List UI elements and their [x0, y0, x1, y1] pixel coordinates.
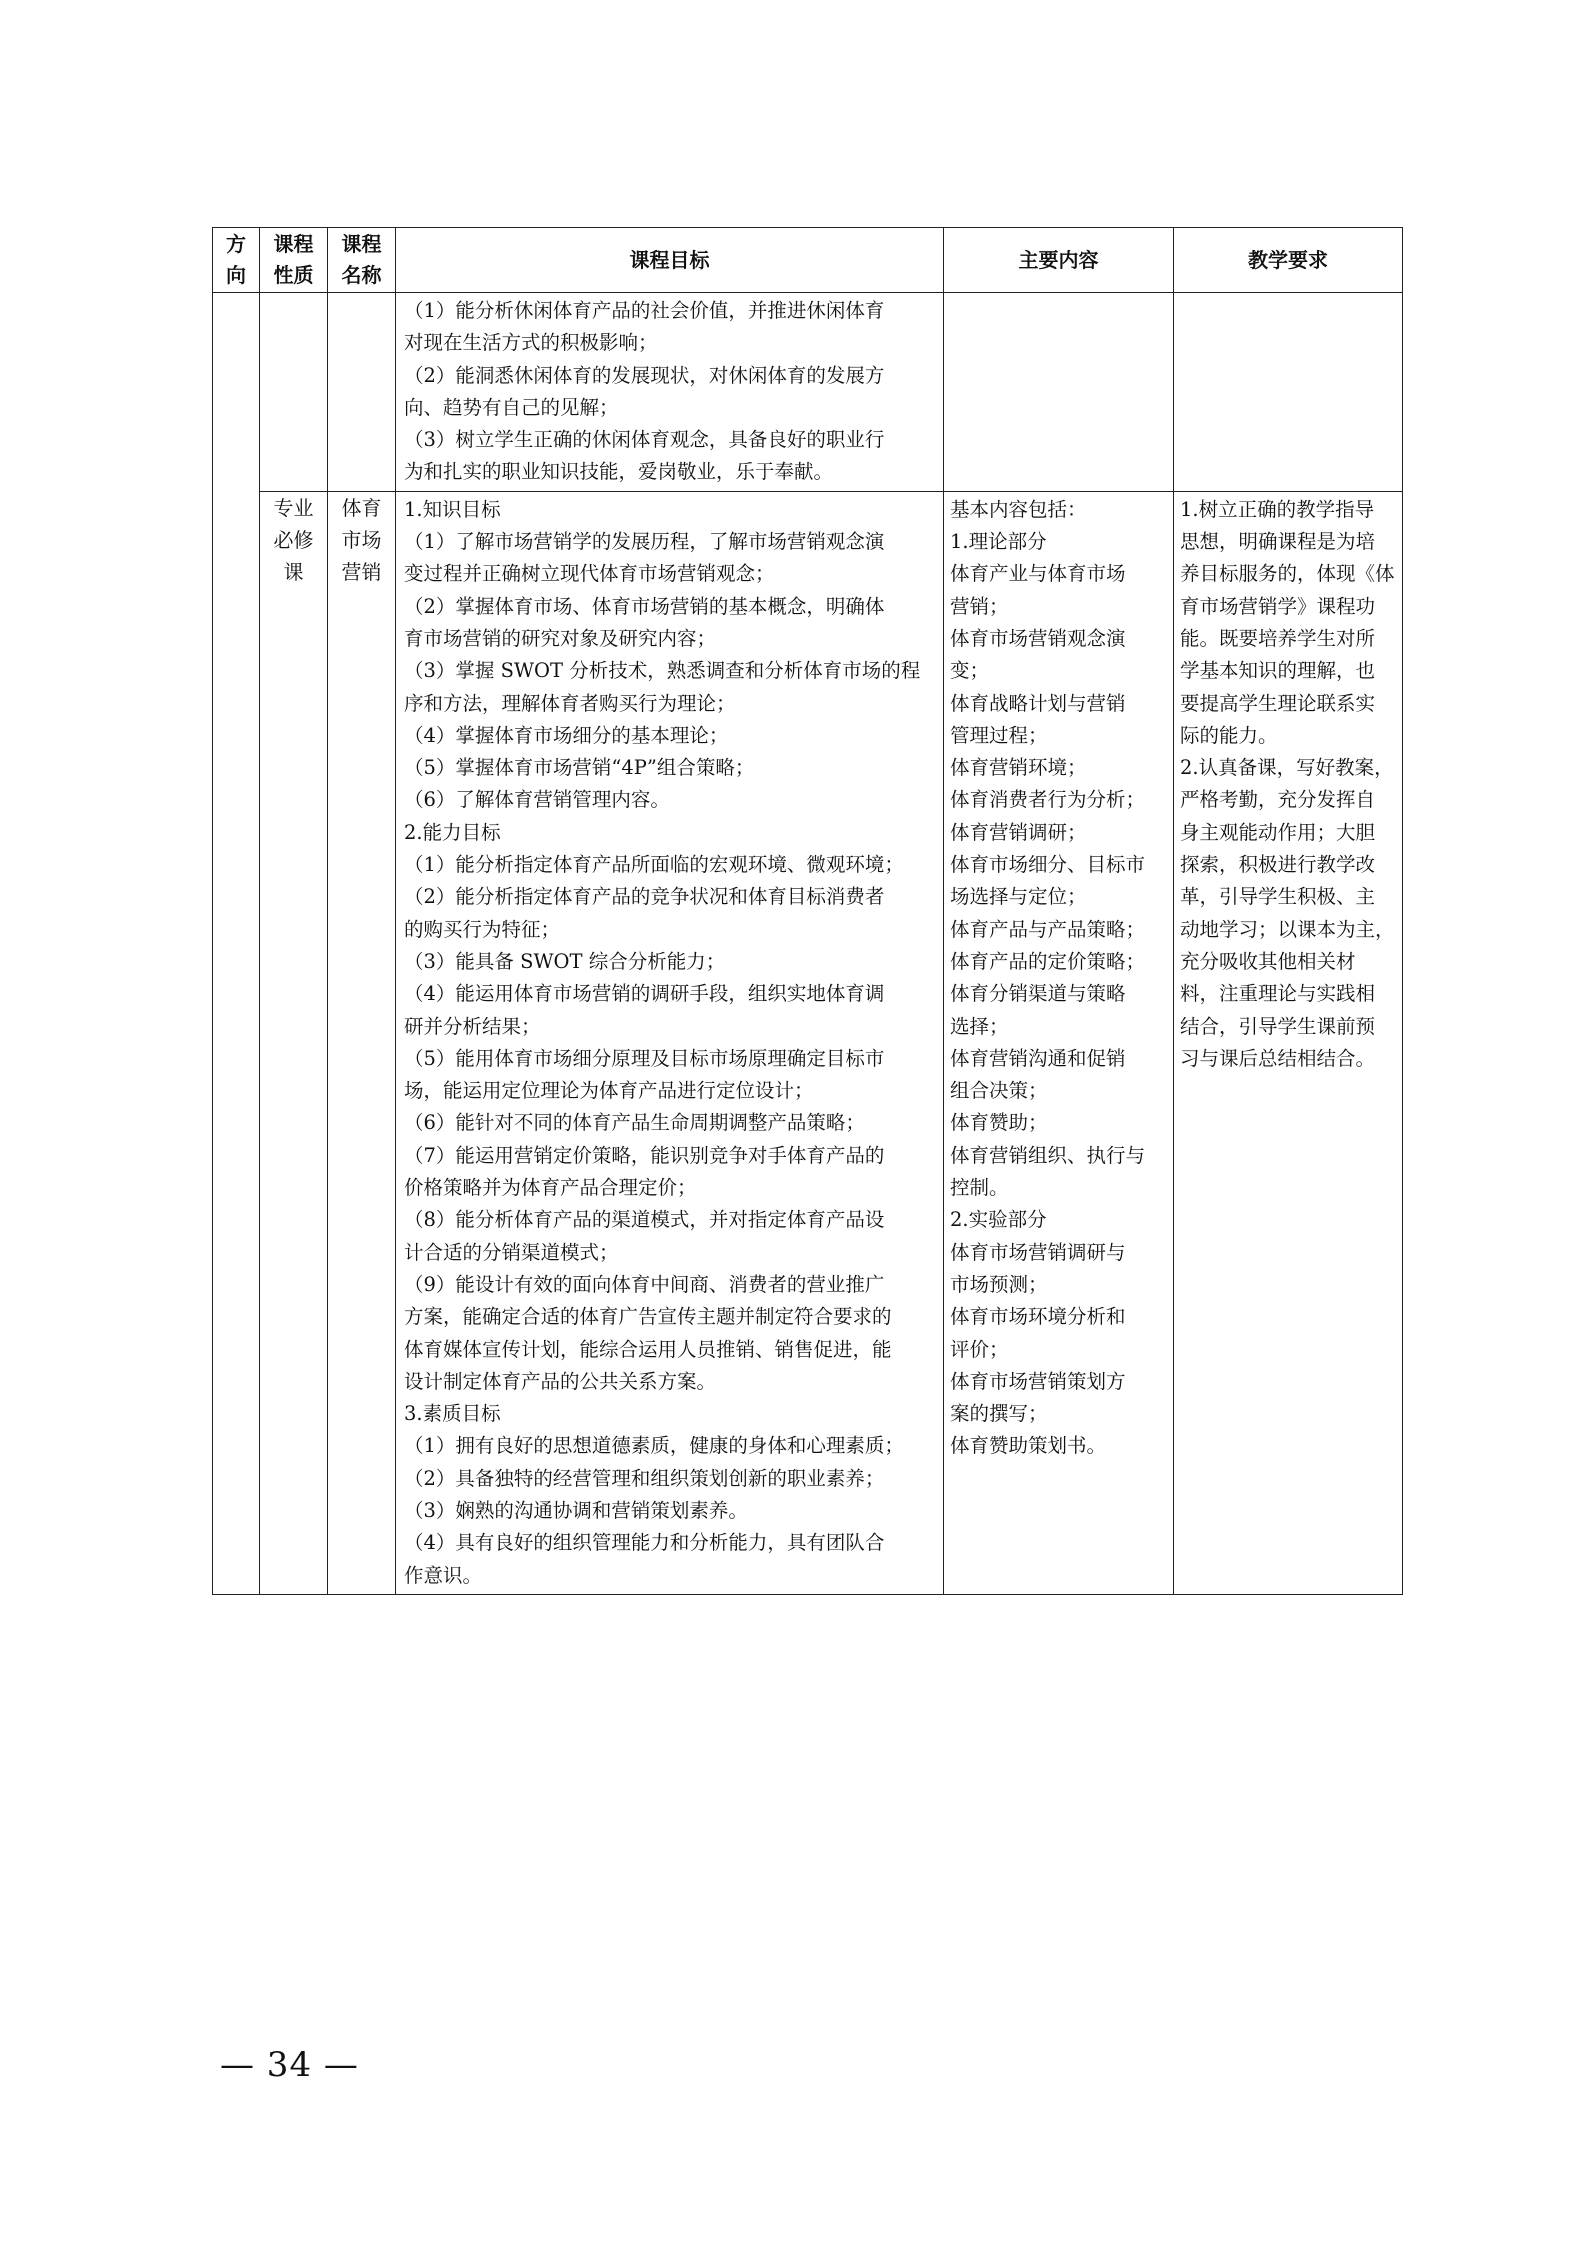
text-line: 际的能力。 — [1180, 723, 1278, 747]
text-line: 营销； — [950, 594, 1009, 618]
text-line: （5）掌握体育市场营销“4P”组合策略； — [404, 756, 755, 780]
requirement-cell — [1174, 293, 1403, 492]
content-cell — [944, 491, 1174, 1594]
text-line: 变； — [950, 659, 990, 683]
text-line: 体育营销调研； — [950, 820, 1087, 844]
text-line: 学基本知识的理解，也 — [1180, 659, 1376, 683]
text-line: （8）能分析体育产品的渠道模式，并对指定体育产品设 — [404, 1208, 885, 1232]
text-line: 严格考勤，充分发挥自 — [1180, 788, 1376, 812]
text-line: （2）能洞悉休闲体育的发展现状，对休闲体育的发展方 — [404, 363, 885, 387]
text-line: 1.理论部分 — [950, 530, 1047, 554]
text-line: （1）能分析指定体育产品所面临的宏观环境、微观环境； — [404, 853, 904, 877]
text-line: 体育市场营销策划方 — [950, 1369, 1126, 1393]
text-line: 向、趋势有自己的见解； — [404, 395, 619, 419]
name-cell — [328, 293, 396, 492]
text-line: 研并分析结果； — [404, 1014, 541, 1038]
name-cell: 体育 市场 营销 — [328, 491, 396, 1594]
text-line: 能。既要培养学生对所 — [1180, 626, 1376, 650]
nature-cell — [260, 293, 328, 492]
text-line: 体育市场营销观念演 — [950, 626, 1126, 650]
text-line: （3）能具备 SWOT 综合分析能力； — [404, 949, 726, 973]
direction-cell — [213, 293, 260, 1595]
text-line: 场选择与定位； — [950, 885, 1087, 909]
requirement-cell — [1174, 491, 1403, 1594]
text-line: 料，注重理论与实践相 — [1180, 982, 1376, 1006]
text-line: （4）能运用体育市场营销的调研手段，组织实地体育调 — [404, 982, 885, 1006]
text-line: （1）能分析休闲体育产品的社会价值，并推进休闲体育 — [404, 299, 885, 322]
goal-cell — [396, 293, 944, 492]
text-line: 思想，明确课程是为培 — [1180, 530, 1376, 554]
text-line: 要提高学生理论联系实 — [1180, 691, 1376, 715]
text-line: 计合适的分销渠道模式； — [404, 1240, 619, 1264]
text-line: 管理过程； — [950, 723, 1048, 747]
text-line: 2.实验部分 — [950, 1208, 1047, 1232]
text-line: 评价； — [950, 1337, 1009, 1361]
text-line: 2.认真备课，写好教案， — [1180, 756, 1394, 780]
text-line: 体育营销环境； — [950, 756, 1087, 780]
text-line: 革，引导学生积极、主 — [1180, 885, 1376, 909]
text-line: （4）具有良好的组织管理能力和分析能力，具有团队合 — [404, 1531, 885, 1555]
text-line: 控制。 — [950, 1176, 1009, 1200]
text-line: 场，能运用定位理论为体育产品进行定位设计； — [404, 1079, 814, 1103]
text-line: 体育产品与产品策略； — [950, 917, 1146, 941]
text-line: （2）能分析指定体育产品的竞争状况和体育目标消费者 — [404, 885, 885, 909]
text-line: 选择； — [950, 1014, 1009, 1038]
text-line: 体育媒体宣传计划，能综合运用人员推销、销售促进，能 — [404, 1337, 892, 1361]
text-line: 动地学习；以课本为主， — [1180, 917, 1395, 941]
text-line: （2）具备独特的经营管理和组织策划创新的职业素养； — [404, 1466, 885, 1490]
text-line: 育市场营销的研究对象及研究内容； — [404, 626, 717, 650]
text-line: （6）了解体育营销管理内容。 — [404, 788, 670, 812]
header-course-name: 课程 名称 — [328, 228, 396, 293]
text-line: 体育营销组织、执行与 — [950, 1143, 1146, 1167]
text-line: 的购买行为特征； — [404, 917, 561, 941]
text-line: （5）能用体育市场细分原理及目标市场原理确定目标市 — [404, 1046, 885, 1070]
content-cell — [944, 293, 1174, 492]
text-line: 体育市场细分、目标市 — [950, 853, 1146, 877]
text-line: 体育产品的定价策略； — [950, 949, 1146, 973]
header-row — [213, 228, 1403, 293]
table-row — [213, 293, 1403, 492]
text-line: （4）掌握体育市场细分的基本理论； — [404, 723, 729, 747]
text-line: 方案，能确定合适的体育广告宣传主题并制定符合要求的 — [404, 1305, 892, 1329]
text-line: 市场预测； — [950, 1272, 1048, 1296]
text-line: 体育赞助策划书。 — [950, 1434, 1107, 1458]
text-line: 对现在生活方式的积极影响； — [404, 331, 658, 355]
text-line: 养目标服务的，体现《体 — [1180, 562, 1395, 586]
text-line: 体育分销渠道与策略 — [950, 982, 1126, 1006]
text-line: 价格策略并为体育产品合理定价； — [404, 1176, 697, 1200]
nature-cell: 专业 必修 课 — [260, 491, 328, 1594]
text-line: （3）娴熟的沟通协调和营销策划素养。 — [404, 1498, 748, 1522]
text-line: 设计制定体育产品的公共关系方案。 — [404, 1369, 717, 1393]
text-line: 体育消费者行为分析； — [950, 788, 1146, 812]
text-line: 体育市场环境分析和 — [950, 1305, 1126, 1329]
text-line: 结合，引导学生课前预 — [1180, 1014, 1376, 1038]
text-line: 1.树立正确的教学指导 — [1180, 497, 1375, 521]
text-line: 习与课后总结相结合。 — [1180, 1046, 1376, 1070]
text-line: （7）能运用营销定价策略，能识别竞争对手体育产品的 — [404, 1143, 885, 1167]
text-line: 探索，积极进行教学改 — [1180, 853, 1376, 877]
text-line: 作意识。 — [404, 1563, 483, 1587]
text-line: （3）树立学生正确的休闲体育观念，具备良好的职业行 — [404, 428, 885, 452]
text-line: 基本内容包括： — [950, 497, 1087, 521]
text-line: 体育赞助； — [950, 1111, 1048, 1135]
text-line: 身主观能动作用；大胆 — [1180, 820, 1376, 844]
text-line: （1）拥有良好的思想道德素质，健康的身体和心理素质； — [404, 1434, 904, 1458]
text-line: 3.素质目标 — [404, 1402, 501, 1426]
text-line: （6）能针对不同的体育产品生命周期调整产品策略； — [404, 1111, 865, 1135]
header-teaching-requirement: 教学要求 — [1174, 228, 1403, 293]
page-number: — 34 — — [220, 2045, 359, 2085]
header-course-nature: 课程 性质 — [260, 228, 328, 293]
goal-cell — [396, 491, 944, 1594]
text-line: （3）掌握 SWOT 分析技术，熟悉调查和分析体育市场的程 — [404, 659, 921, 683]
text-line: 2.能力目标 — [404, 820, 501, 844]
text-line: 案的撰写； — [950, 1402, 1048, 1426]
course-table — [212, 227, 1403, 1595]
text-line: （1）了解市场营销学的发展历程，了解市场营销观念演 — [404, 530, 885, 554]
text-line: 变过程并正确树立现代体育市场营销观念； — [404, 562, 775, 586]
text-line: 体育市场营销调研与 — [950, 1240, 1126, 1264]
text-line: 1.知识目标 — [404, 497, 501, 521]
text-line: 组合决策； — [950, 1079, 1048, 1103]
text-line: 充分吸收其他相关材 — [1180, 949, 1356, 973]
text-line: 体育战略计划与营销 — [950, 691, 1126, 715]
text-line: 序和方法，理解体育者购买行为理论； — [404, 691, 736, 715]
header-course-goal: 课程目标 — [396, 228, 944, 293]
text-line: 体育营销沟通和促销 — [950, 1046, 1126, 1070]
text-line: （9）能设计有效的面向体育中间商、消费者的营业推广 — [404, 1272, 885, 1296]
text-line: 为和扎实的职业知识技能，爱岗敬业，乐于奉献。 — [404, 460, 834, 484]
header-direction: 方 向 — [213, 228, 260, 293]
text-line: （2）掌握体育市场、体育市场营销的基本概念，明确体 — [404, 594, 885, 618]
text-line: 育市场营销学》课程功 — [1180, 594, 1376, 618]
text-line: 体育产业与体育市场 — [950, 562, 1126, 586]
header-main-content: 主要内容 — [944, 228, 1174, 293]
table-row — [213, 491, 1403, 1594]
